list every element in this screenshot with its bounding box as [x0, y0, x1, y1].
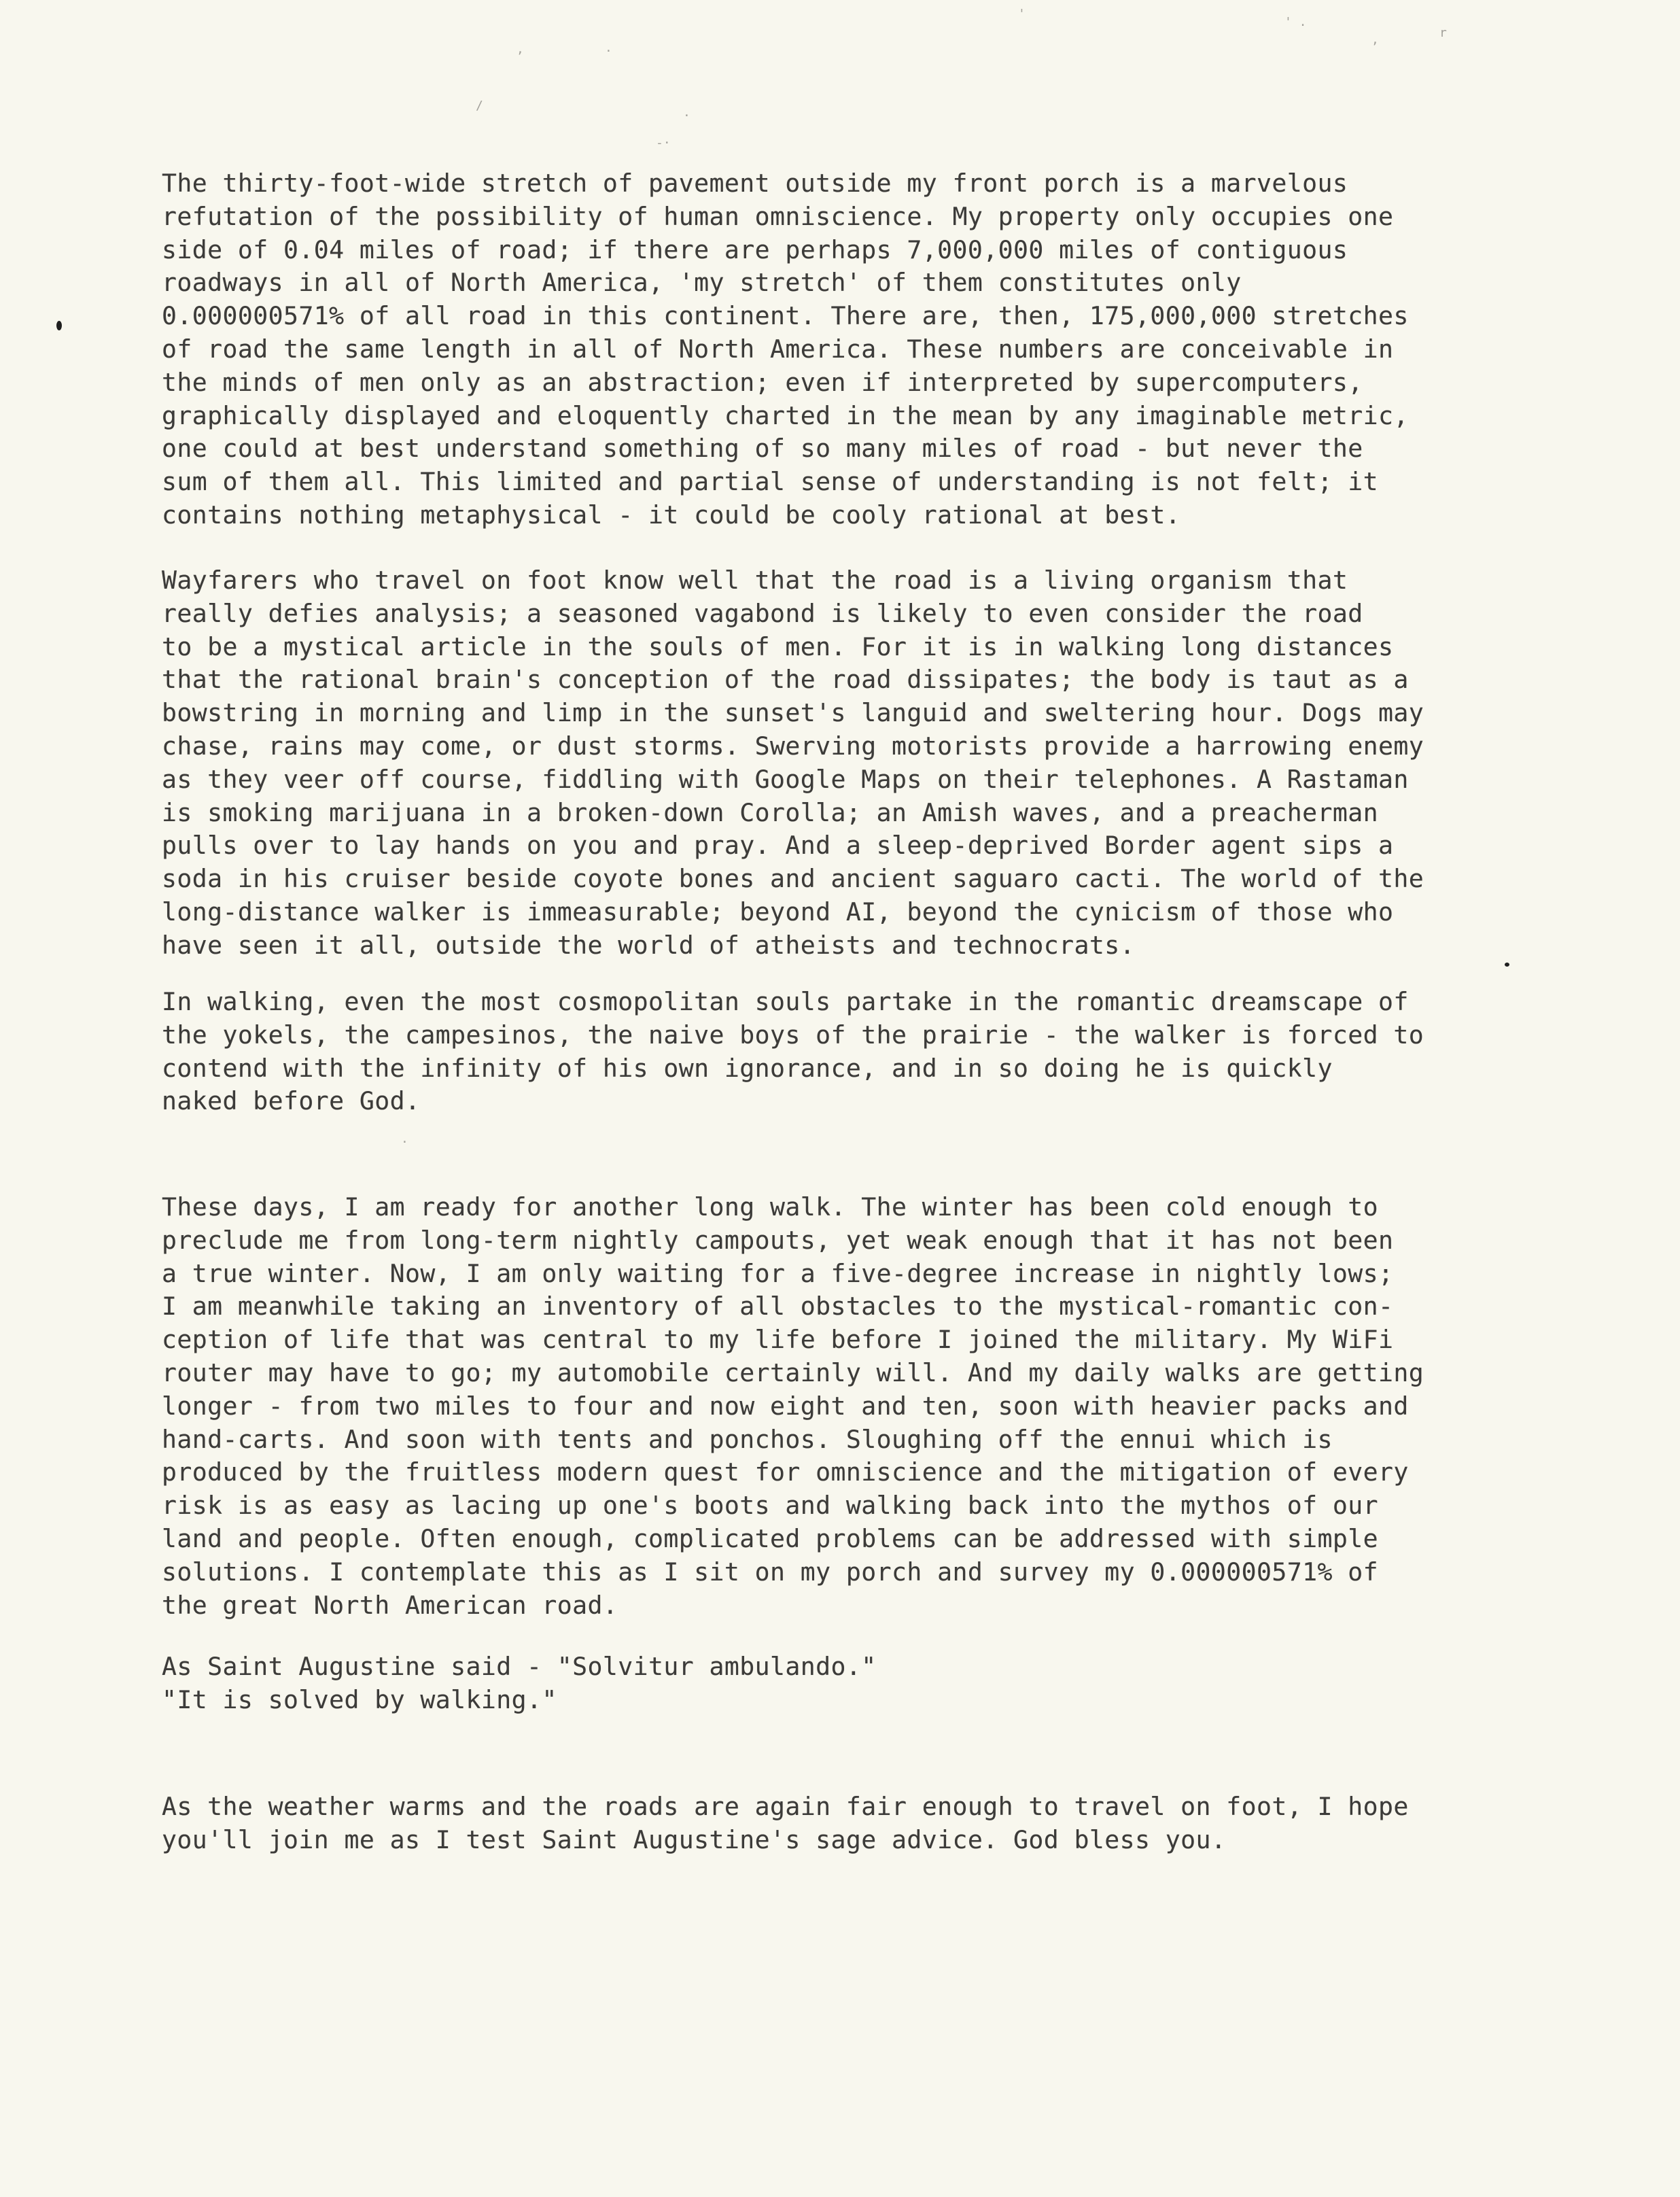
paper-speck: . [605, 41, 612, 55]
text-line: I am meanwhile taking an inventory of all obstacles to the mystical-romantic con- [162, 1292, 1394, 1321]
text-line: Wayfarers who travel on foot know well that the road is a living organism that [162, 566, 1348, 595]
text-line: router may have to go; my automobile certainly will. And my daily walks are getting [162, 1357, 1424, 1387]
text-line: contend with the infinity of his own ignorance, and in so doing he is quickly [162, 1053, 1333, 1083]
text-line: bowstring in morning and limp in the sunset's languid and sweltering hour. Dogs may [162, 698, 1424, 728]
paper-speck: · [683, 109, 690, 123]
text-line: as they veer off course, fiddling with Google Maps on their telephones. A Rastaman [162, 764, 1409, 794]
text-line: one could at best understand something of so many miles of road - but never the [162, 434, 1363, 464]
text-line: hand-carts. And soon with tents and ponchos. Sloughing off the ennui which is [162, 1424, 1333, 1454]
text-line: solutions. I contemplate this as I sit on my porch and survey my 0.000000571% of [162, 1557, 1378, 1587]
text-line: the minds of men only as an abstraction; even if interpreted by supercomputers, [162, 367, 1363, 397]
text-line: As Saint Augustine said - "Solvitur ambulando." [162, 1652, 877, 1681]
text-line: chase, rains may come, or dust storms. Swerving motorists provide a harrowing enemy [162, 731, 1424, 761]
paper-speck: ' [1018, 7, 1026, 21]
text-line: refutation of the possibility of human omniscience. My property only occupies one [162, 201, 1394, 231]
ink-dot [1505, 963, 1509, 967]
paragraph-1 [162, 167, 1637, 532]
text-line: risk is as easy as lacing up one's boots and walking back into the mythos of our [162, 1491, 1378, 1521]
closing-paragraph [162, 1791, 1637, 1857]
text-line: longer - from two miles to four and now eight and ten, soon with heavier packs and [162, 1391, 1409, 1421]
text-line: ception of life that was central to my life before I joined the military. My WiFi [162, 1325, 1394, 1355]
text-line: land and people. Often enough, complicated problems can be addressed with simple [162, 1523, 1378, 1553]
text-line: contains nothing metaphysical - it could be cooly rational at best. [162, 500, 1181, 530]
paper-speck: · [401, 1135, 408, 1149]
text-line: of road the same length in all of North America. These numbers are conceivable in [162, 334, 1394, 364]
text-line: to be a mystical article in the souls of men. For it is in walking long distances [162, 632, 1394, 661]
text-line: naked before God. [162, 1086, 421, 1116]
paragraph-2 [162, 564, 1637, 963]
text-line: side of 0.04 miles of road; if there are perhaps 7,000,000 miles of contiguous [162, 235, 1348, 264]
text-line: long-distance walker is immeasurable; beyond AI, beyond the cynicism of those who [162, 897, 1394, 927]
text-line: is smoking marijuana in a broken-down Corolla; an Amish waves, and a preacherman [162, 797, 1378, 827]
paragraph-4 [162, 1191, 1637, 1622]
text-line: the yokels, the campesinos, the naive boys of the prairie - the walker is forced to [162, 1020, 1424, 1050]
text-line: preclude me from long-term nightly campouts, yet weak enough that it has not been [162, 1225, 1394, 1255]
paragraph-3 [162, 986, 1637, 1118]
text-line: you'll join me as I test Saint Augustine's sage advice. God bless you. [162, 1824, 1227, 1854]
text-line: soda in his cruiser beside coyote bones and ancient saguaro cacti. The world of the [162, 864, 1424, 894]
text-line: "It is solved by walking." [162, 1684, 557, 1714]
paper-speck: , [517, 42, 524, 56]
text-line: As the weather warms and the roads are again fair enough to travel on foot, I hope [162, 1792, 1409, 1821]
text-line: 0.000000571% of all road in this continent. There are, then, 175,000,000 stretches [162, 301, 1409, 331]
text-line: that the rational brain's conception of the road dissipates; the body is taut as a [162, 665, 1409, 695]
quote-paragraph [162, 1650, 1637, 1717]
paper-speck: -· [656, 136, 671, 150]
text-line: In walking, even the most cosmopolitan souls partake in the romantic dreamscape of [162, 987, 1409, 1016]
text-line: have seen it all, outside the world of atheists and technocrats. [162, 930, 1135, 960]
text-line: The thirty-foot-wide stretch of pavement outside my front porch is a marvelous [162, 169, 1348, 198]
ink-dot [56, 321, 62, 330]
text-line: the great North American road. [162, 1590, 618, 1620]
text-line: graphically displayed and eloquently charted in the mean by any imaginable metric, [162, 400, 1409, 430]
text-line: sum of them all. This limited and partial sense of understanding is not felt; it [162, 467, 1378, 497]
text-line: roadways in all of North America, 'my stretch' of them constitutes only [162, 268, 1242, 298]
text-line: really defies analysis; a seasoned vagabond is likely to even consider the road [162, 598, 1363, 628]
paper-speck: , [1371, 33, 1379, 47]
text-line: These days, I am ready for another long walk. The winter has been cold enough to [162, 1192, 1378, 1222]
paper-speck: r [1439, 26, 1447, 40]
text-line: produced by the fruitless modern quest for omniscience and the mitigation of every [162, 1457, 1409, 1487]
paper-speck: / [476, 99, 483, 113]
text-line: a true winter. Now, I am only waiting for a five-degree increase in nightly lows; [162, 1258, 1394, 1288]
paper-speck: ' . [1284, 15, 1307, 29]
text-line: pulls over to lay hands on you and pray. And a sleep-deprived Border agent sips a [162, 831, 1394, 861]
